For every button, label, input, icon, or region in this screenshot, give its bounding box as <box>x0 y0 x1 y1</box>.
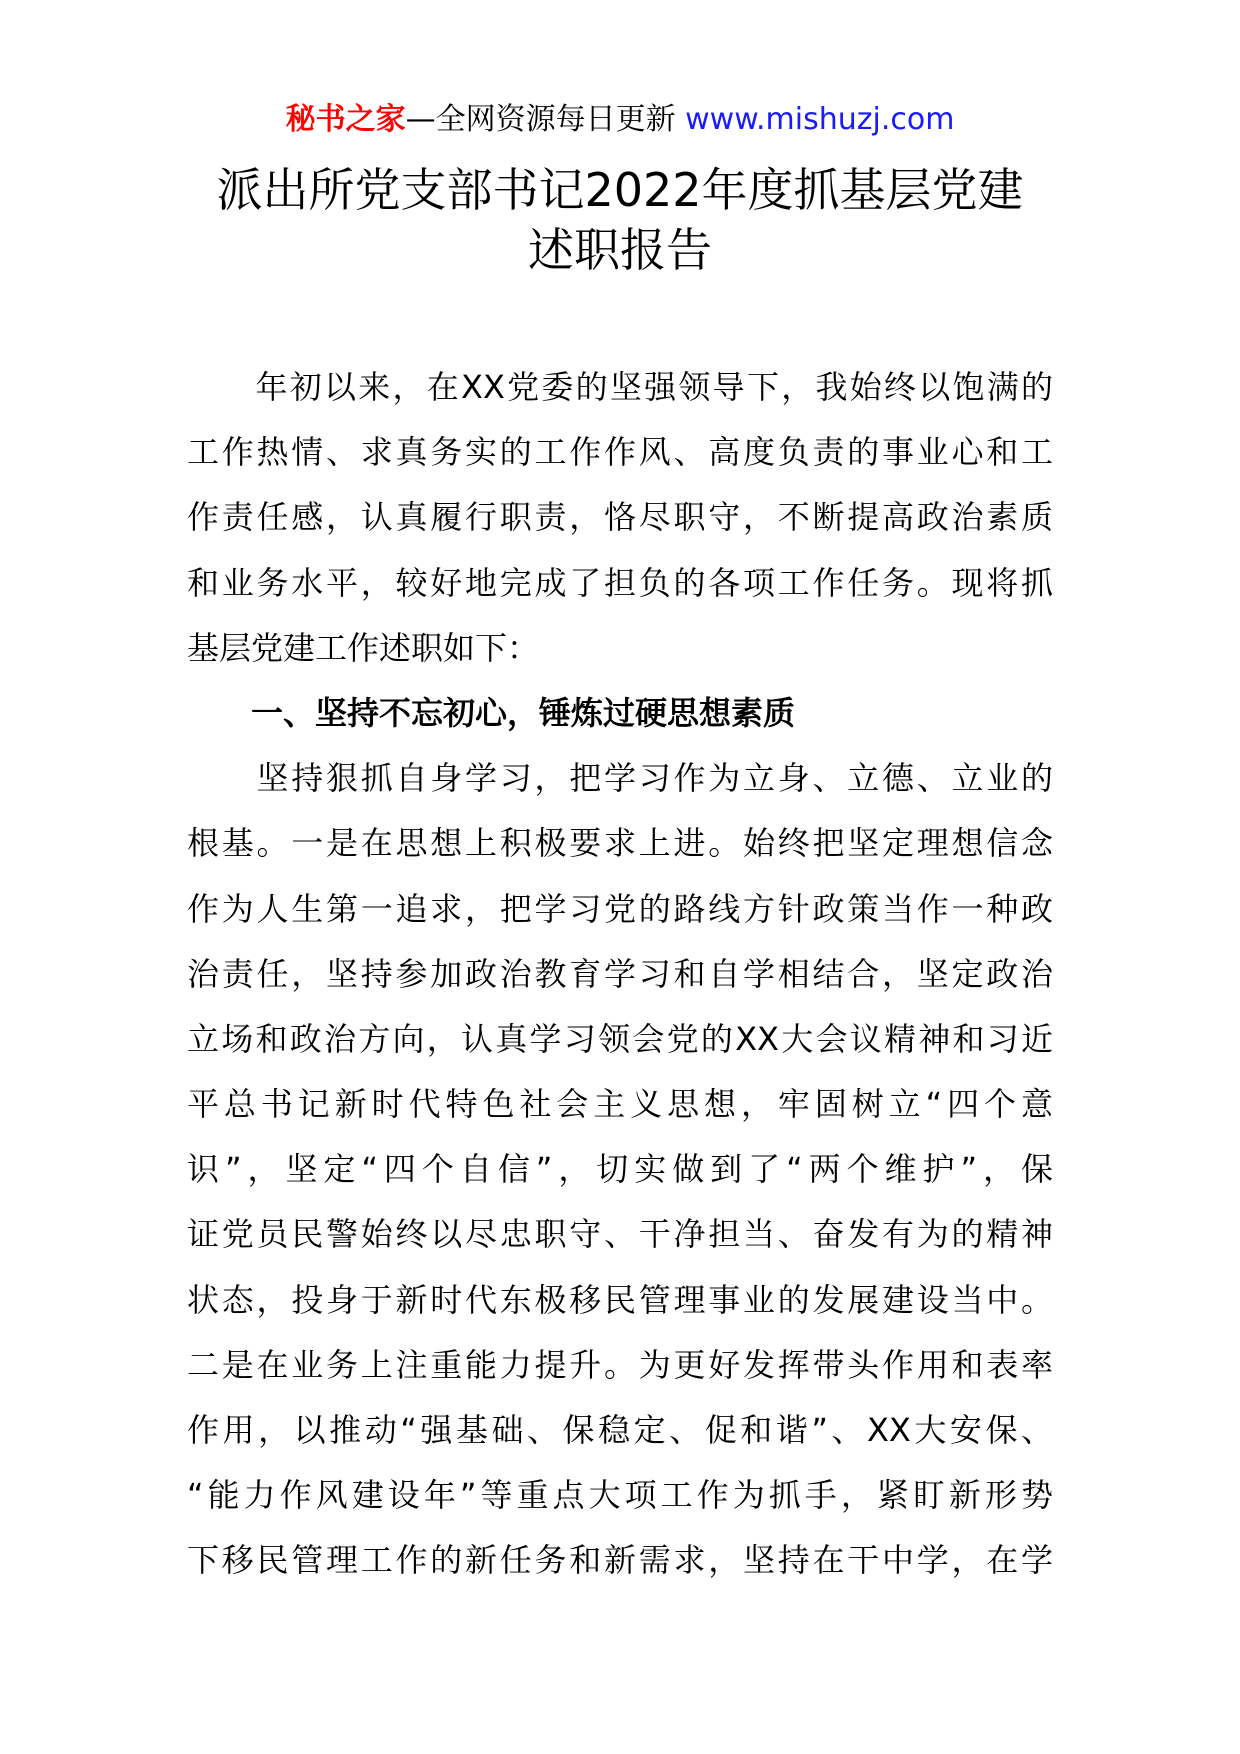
section-heading: 一、坚持不忘初心，锤炼过硬思想素质 <box>187 693 796 732</box>
body-line: 和业务水平，较好地完成了担负的各项工作任务。现将抓 <box>187 563 1053 602</box>
document-body <box>187 355 1053 1594</box>
body-line: 治责任，坚持参加政治教育学习和自学相结合，坚定政治 <box>187 954 1053 993</box>
body-line: 工作热情、求真务实的工作作风、高度负责的事业心和工 <box>187 433 1053 472</box>
body-line: 年初以来，在XX党委的坚强领导下，我始终以饱满的 <box>187 368 1053 406</box>
body-line: 识”，坚定“四个自信”，切实做到了“两个维护”，保 <box>187 1150 1053 1189</box>
title-line-2: 述职报告 <box>528 223 712 277</box>
brand-name: 秘书之家 <box>285 102 406 137</box>
body-line: 二是在业务上注重能力提升。为更好发挥带头作用和表率 <box>187 1345 1053 1384</box>
site-url-link[interactable]: www.mishuzj.com <box>685 102 955 137</box>
body-line: 坚持狠抓自身学习，把学习作为立身、立德、立业的 <box>187 759 1053 798</box>
body-line: 基层党建工作述职如下： <box>187 628 540 667</box>
body-line: 作责任感，认真履行职责，恪尽职守，不断提高政治素质 <box>187 498 1053 537</box>
body-line: 证党员民警始终以尽忠职守、干净担当、奋发有为的精神 <box>187 1215 1053 1254</box>
body-line: 状态，投身于新时代东极移民管理事业的发展建设当中。 <box>187 1280 1053 1319</box>
site-header <box>0 100 1240 140</box>
header-slogan: —全网资源每日更新 <box>405 102 676 137</box>
title-line-1: 派出所党支部书记2022年度抓基层党建 <box>216 163 1024 217</box>
document-title <box>0 160 1240 280</box>
body-line: 平总书记新时代特色社会主义思想，牢固树立“四个意 <box>187 1085 1053 1124</box>
body-line: 根基。一是在思想上积极要求上进。始终把坚定理想信念 <box>187 824 1053 863</box>
body-line: 作用，以推动“强基础、保稳定、促和谐”、XX大安保、 <box>187 1411 1053 1449</box>
body-line: 立场和政治方向，认真学习领会党的XX大会议精神和习近 <box>187 1019 1053 1058</box>
body-line: 作为人生第一追求，把学习党的路线方针政策当作一种政 <box>187 889 1053 928</box>
body-line: “能力作风建设年”等重点大项工作为抓手，紧盯新形势 <box>187 1476 1053 1515</box>
body-line: 下移民管理工作的新任务和新需求，坚持在干中学，在学 <box>187 1541 1053 1580</box>
